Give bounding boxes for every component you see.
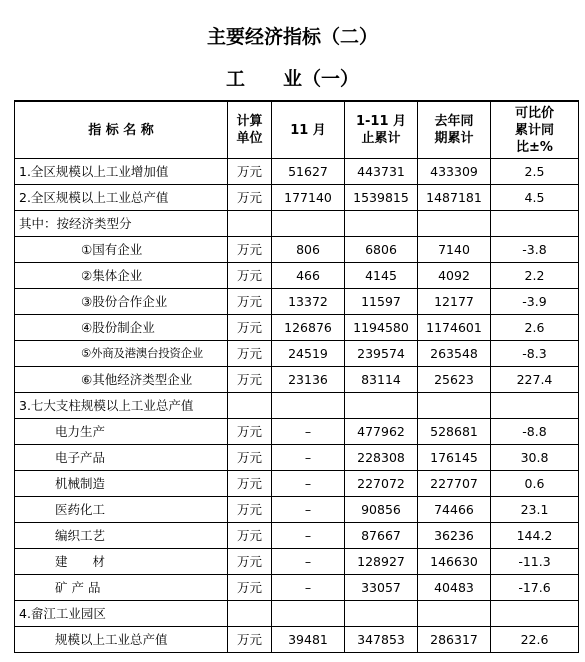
row-pct-value: -3.8 xyxy=(491,237,579,263)
row-pct-value: -3.9 xyxy=(491,289,579,315)
row-pct-value: -8.8 xyxy=(491,419,579,445)
row-month-value: 39481 xyxy=(272,627,345,653)
table-row xyxy=(15,445,579,471)
table-row xyxy=(15,159,579,185)
row-last-year-value: 146630 xyxy=(418,549,491,575)
header-ytd: 1-11 月 止累计 xyxy=(345,101,418,159)
row-ytd-value: 6806 xyxy=(345,237,418,263)
row-last-year-value: 1487181 xyxy=(418,185,491,211)
row-ytd-value xyxy=(345,393,418,419)
table-row xyxy=(15,627,579,653)
row-pct-value: -8.3 xyxy=(491,341,579,367)
header-unit: 计算 单位 xyxy=(228,101,272,159)
row-name: 4.畲江工业园区 xyxy=(15,601,228,627)
row-unit: 万元 xyxy=(228,289,272,315)
row-last-year-value xyxy=(418,393,491,419)
row-ytd-value: 11597 xyxy=(345,289,418,315)
row-month-value: – xyxy=(272,445,345,471)
row-month-value: 126876 xyxy=(272,315,345,341)
row-ytd-value: 4145 xyxy=(345,263,418,289)
row-month-value: 51627 xyxy=(272,159,345,185)
row-last-year-value: 25623 xyxy=(418,367,491,393)
row-unit: 万元 xyxy=(228,341,272,367)
row-pct-value: 2.5 xyxy=(491,159,579,185)
row-name: 规模以上工业总产值 xyxy=(15,627,228,653)
row-pct-value: 2.2 xyxy=(491,263,579,289)
row-month-value: – xyxy=(272,549,345,575)
row-unit: 万元 xyxy=(228,445,272,471)
row-pct-value: 30.8 xyxy=(491,445,579,471)
row-name: ③股份合作企业 xyxy=(15,289,228,315)
row-last-year-value: 286317 xyxy=(418,627,491,653)
row-unit xyxy=(228,211,272,237)
row-pct-value: -17.6 xyxy=(491,575,579,601)
row-unit: 万元 xyxy=(228,419,272,445)
row-last-year-value: 263548 xyxy=(418,341,491,367)
row-last-year-value: 7140 xyxy=(418,237,491,263)
row-last-year-value: 74466 xyxy=(418,497,491,523)
indicator-table xyxy=(14,100,579,653)
row-unit xyxy=(228,393,272,419)
row-unit: 万元 xyxy=(228,497,272,523)
row-name: ④股份制企业 xyxy=(15,315,228,341)
row-ytd-value: 83114 xyxy=(345,367,418,393)
row-unit: 万元 xyxy=(228,237,272,263)
row-unit: 万元 xyxy=(228,185,272,211)
table-row xyxy=(15,523,579,549)
table-row xyxy=(15,471,579,497)
row-pct-value: 144.2 xyxy=(491,523,579,549)
table-row xyxy=(15,289,579,315)
row-unit: 万元 xyxy=(228,263,272,289)
row-last-year-value: 4092 xyxy=(418,263,491,289)
table-row xyxy=(15,341,579,367)
page-subtitle: 工 业（一） xyxy=(225,68,359,90)
row-ytd-value: 1539815 xyxy=(345,185,418,211)
row-last-year-value: 176145 xyxy=(418,445,491,471)
row-pct-value: 0.6 xyxy=(491,471,579,497)
row-pct-value xyxy=(491,601,579,627)
row-month-value xyxy=(272,211,345,237)
row-ytd-value: 1194580 xyxy=(345,315,418,341)
table-row xyxy=(15,549,579,575)
row-last-year-value: 1174601 xyxy=(418,315,491,341)
table-header-row xyxy=(15,101,579,159)
row-name: 矿 产 品 xyxy=(15,575,228,601)
row-month-value: 24519 xyxy=(272,341,345,367)
row-pct-value: 4.5 xyxy=(491,185,579,211)
row-month-value xyxy=(272,601,345,627)
row-month-value: 466 xyxy=(272,263,345,289)
row-last-year-value: 12177 xyxy=(418,289,491,315)
table-row xyxy=(15,185,579,211)
row-pct-value: -11.3 xyxy=(491,549,579,575)
header-name: 指 标 名 称 xyxy=(15,101,228,159)
row-ytd-value: 477962 xyxy=(345,419,418,445)
row-name: 机械制造 xyxy=(15,471,228,497)
row-ytd-value: 239574 xyxy=(345,341,418,367)
table-row xyxy=(15,367,579,393)
row-name: 3.七大支柱规模以上工业总产值 xyxy=(15,393,228,419)
row-pct-value xyxy=(491,211,579,237)
page-title: 主要经济指标（二） xyxy=(206,26,378,48)
table-body xyxy=(15,159,579,653)
row-name: 编织工艺 xyxy=(15,523,228,549)
row-unit: 万元 xyxy=(228,367,272,393)
row-pct-value: 2.6 xyxy=(491,315,579,341)
table-row xyxy=(15,497,579,523)
row-unit: 万元 xyxy=(228,471,272,497)
row-name: 医药化工 xyxy=(15,497,228,523)
row-name: 1.全区规模以上工业增加值 xyxy=(15,159,228,185)
table-row xyxy=(15,575,579,601)
row-pct-value: 23.1 xyxy=(491,497,579,523)
row-name: ⑤外商及港澳台投资企业 xyxy=(15,341,228,367)
row-name: 电力生产 xyxy=(15,419,228,445)
header-pct: 可比价 累计同 比±% xyxy=(491,101,579,159)
row-ytd-value: 128927 xyxy=(345,549,418,575)
row-ytd-value: 227072 xyxy=(345,471,418,497)
row-name: ②集体企业 xyxy=(15,263,228,289)
header-last-year: 去年同 期累计 xyxy=(418,101,491,159)
row-name: 2.全区规模以上工业总产值 xyxy=(15,185,228,211)
table-row xyxy=(15,419,579,445)
row-unit: 万元 xyxy=(228,315,272,341)
row-last-year-value: 227707 xyxy=(418,471,491,497)
row-month-value: 13372 xyxy=(272,289,345,315)
row-ytd-value: 443731 xyxy=(345,159,418,185)
row-ytd-value: 90856 xyxy=(345,497,418,523)
row-last-year-value: 40483 xyxy=(418,575,491,601)
row-unit: 万元 xyxy=(228,575,272,601)
row-month-value: 806 xyxy=(272,237,345,263)
row-ytd-value xyxy=(345,601,418,627)
row-name: 电子产品 xyxy=(15,445,228,471)
row-unit xyxy=(228,601,272,627)
row-unit: 万元 xyxy=(228,549,272,575)
row-month-value: 177140 xyxy=(272,185,345,211)
row-month-value: – xyxy=(272,497,345,523)
row-name: ①国有企业 xyxy=(15,237,228,263)
row-last-year-value xyxy=(418,601,491,627)
row-month-value: – xyxy=(272,419,345,445)
row-month-value: – xyxy=(272,471,345,497)
row-ytd-value: 33057 xyxy=(345,575,418,601)
row-last-year-value: 528681 xyxy=(418,419,491,445)
row-pct-value: 22.6 xyxy=(491,627,579,653)
row-unit: 万元 xyxy=(228,627,272,653)
row-unit: 万元 xyxy=(228,159,272,185)
row-pct-value: 227.4 xyxy=(491,367,579,393)
row-ytd-value: 228308 xyxy=(345,445,418,471)
row-name: ⑥其他经济类型企业 xyxy=(15,367,228,393)
table-row xyxy=(15,393,579,419)
row-pct-value xyxy=(491,393,579,419)
row-name: 建 材 xyxy=(15,549,228,575)
row-month-value: – xyxy=(272,523,345,549)
table-row xyxy=(15,315,579,341)
row-name: 其中：按经济类型分 xyxy=(15,211,228,237)
row-last-year-value xyxy=(418,211,491,237)
row-last-year-value: 36236 xyxy=(418,523,491,549)
row-ytd-value: 87667 xyxy=(345,523,418,549)
row-ytd-value xyxy=(345,211,418,237)
row-unit: 万元 xyxy=(228,523,272,549)
table-row xyxy=(15,237,579,263)
table-row xyxy=(15,211,579,237)
row-month-value: – xyxy=(272,575,345,601)
row-month-value xyxy=(272,393,345,419)
row-ytd-value: 347853 xyxy=(345,627,418,653)
table-row xyxy=(15,263,579,289)
header-month: 11 月 xyxy=(272,101,345,159)
row-month-value: 23136 xyxy=(272,367,345,393)
row-last-year-value: 433309 xyxy=(418,159,491,185)
table-row xyxy=(15,601,579,627)
